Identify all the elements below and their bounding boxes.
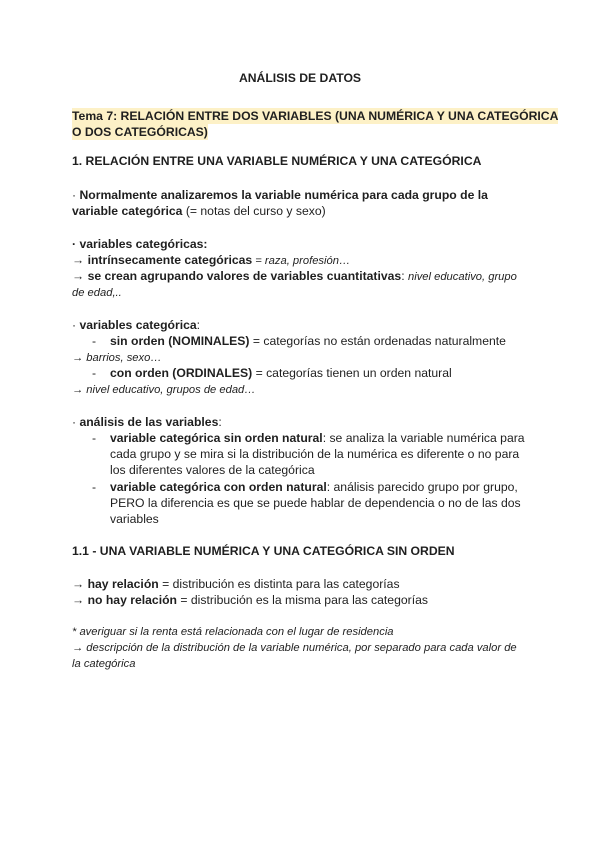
item-1-example: = raza, profesión… — [252, 255, 351, 267]
intro-bold-1: Normalmente analizaremos la variable numérica para cada grupo de la — [79, 188, 488, 202]
ordinales-example: → nivel educativo, grupos de edad… — [72, 384, 256, 396]
intro-bullet: · — [72, 188, 80, 202]
vars-cat-item-a-example — [72, 349, 162, 366]
analisis-item-b-l3: variables — [110, 512, 159, 526]
analisis-item-b — [92, 479, 518, 495]
vars-cat-plural-heading-text: · variables categóricas: — [72, 237, 208, 251]
analisis-item-a-l3: los diferentes valores de la categórica — [110, 463, 315, 477]
con-orden-text-1: : análisis parecido grupo por grupo, — [326, 480, 518, 494]
vars-cat-item-a — [92, 333, 506, 349]
sin-orden-text-1: : se analiza la variable numérica para — [322, 431, 525, 445]
ordinales-definition: = categorías tienen un orden natural — [252, 366, 452, 380]
dash-bullet: - — [92, 480, 97, 494]
relacion-line-1 — [72, 576, 400, 592]
analisis-item-a — [92, 430, 525, 446]
vars-cat-heading — [72, 317, 200, 333]
relacion-line-2 — [72, 592, 428, 608]
hay-relacion-bold: hay relación — [87, 577, 159, 591]
section-1-1-heading-text: 1.1 - UNA VARIABLE NUMÉRICA Y UNA CATEGÓRICA SIN ORDEN — [72, 544, 455, 558]
note-line-2 — [72, 640, 517, 656]
analisis-colon: : — [218, 415, 222, 429]
nominales-definition: = categorías no están ordenadas naturalmente — [249, 334, 506, 348]
tema-highlight-2: O DOS CATEGÓRICAS) — [72, 125, 208, 139]
ordinales-bold: con orden (ORDINALES) — [110, 366, 253, 380]
note-line-1 — [72, 624, 394, 640]
analisis-heading-text: análisis de las variables — [79, 415, 219, 429]
item-2-bold: se crean agrupando valores de variables cuantitativas — [87, 269, 402, 283]
nominales-example: → barrios, sexo… — [72, 352, 162, 364]
item-1-bold: intrínsecamente categóricas — [87, 253, 253, 267]
arrow-icon: → — [72, 253, 88, 267]
section-1-heading-text: 1. RELACIÓN ENTRE UNA VARIABLE NUMÉRICA Y UNA CATEGÓRICA — [72, 154, 482, 168]
vars-cat-plural-item-2-cont — [72, 284, 122, 301]
vars-cat-heading-text: variables categórica — [79, 318, 197, 332]
no-hay-relacion-bold: no hay relación — [87, 593, 177, 607]
section-1-heading — [72, 153, 481, 169]
note-line-3 — [72, 656, 135, 672]
dash-bullet: - — [92, 431, 97, 445]
note-2: → descripción de la distribución de la variable numérica, por separado para cada valor de — [72, 642, 517, 654]
vars-cat-plural-item-2 — [72, 268, 517, 285]
vars-cat-plural-heading — [72, 236, 208, 252]
analisis-item-b-l2: PERO la diferencia es que se puede hablar de dependencia o no de las dos — [110, 496, 521, 510]
nominales-bold: sin orden (NOMINALES) — [110, 334, 250, 348]
arrow-icon: → — [72, 593, 88, 607]
sin-orden-bold: variable categórica sin orden natural — [110, 431, 323, 445]
note-1: * averiguar si la renta está relacionada con el lugar de residencia — [72, 626, 394, 638]
arrow-icon: → — [72, 269, 88, 283]
tema-heading-line-2 — [72, 124, 208, 140]
vars-cat-item-b-example — [72, 381, 255, 398]
intro-line-2 — [72, 203, 326, 219]
analisis-heading — [72, 414, 222, 430]
item-2-example: nivel educativo, grupo — [408, 271, 517, 283]
dash-bullet: - — [92, 334, 97, 348]
intro-bold-2: variable categórica — [72, 204, 183, 218]
no-hay-relacion-text: = distribución es la misma para las categorías — [176, 593, 428, 607]
vars-cat-colon: : — [196, 318, 201, 332]
vars-cat-plural-item-1 — [72, 252, 350, 269]
analisis-bullet: · — [72, 415, 80, 429]
item-2-example-cont: de edad,.. — [72, 287, 122, 299]
tema-heading-line-1 — [72, 108, 558, 124]
vars-cat-item-b — [92, 365, 452, 381]
con-orden-bold: variable categórica con orden natural — [110, 480, 327, 494]
analisis-item-a-l2: cada grupo y se mira si la distribución de la numérica es diferente o no para — [110, 447, 520, 461]
dash-bullet: - — [92, 366, 97, 380]
document-title: ANÁLISIS DE DATOS — [238, 71, 362, 85]
tema-highlight-1: Tema 7: RELACIÓN ENTRE DOS VARIABLES (UNA NUMÉRICA Y UNA CATEGÓRICA — [72, 109, 559, 123]
item-2-colon: : — [401, 269, 408, 283]
note-3: la categórica — [72, 658, 136, 670]
hay-relacion-text: = distribución es distinta para las categorías — [158, 577, 400, 591]
intro-line-1 — [72, 187, 488, 203]
intro-example: (= notas del curso y sexo) — [182, 204, 326, 218]
vars-cat-bullet: · — [72, 318, 80, 332]
arrow-icon: → — [72, 577, 88, 591]
section-1-1-heading — [72, 543, 455, 559]
